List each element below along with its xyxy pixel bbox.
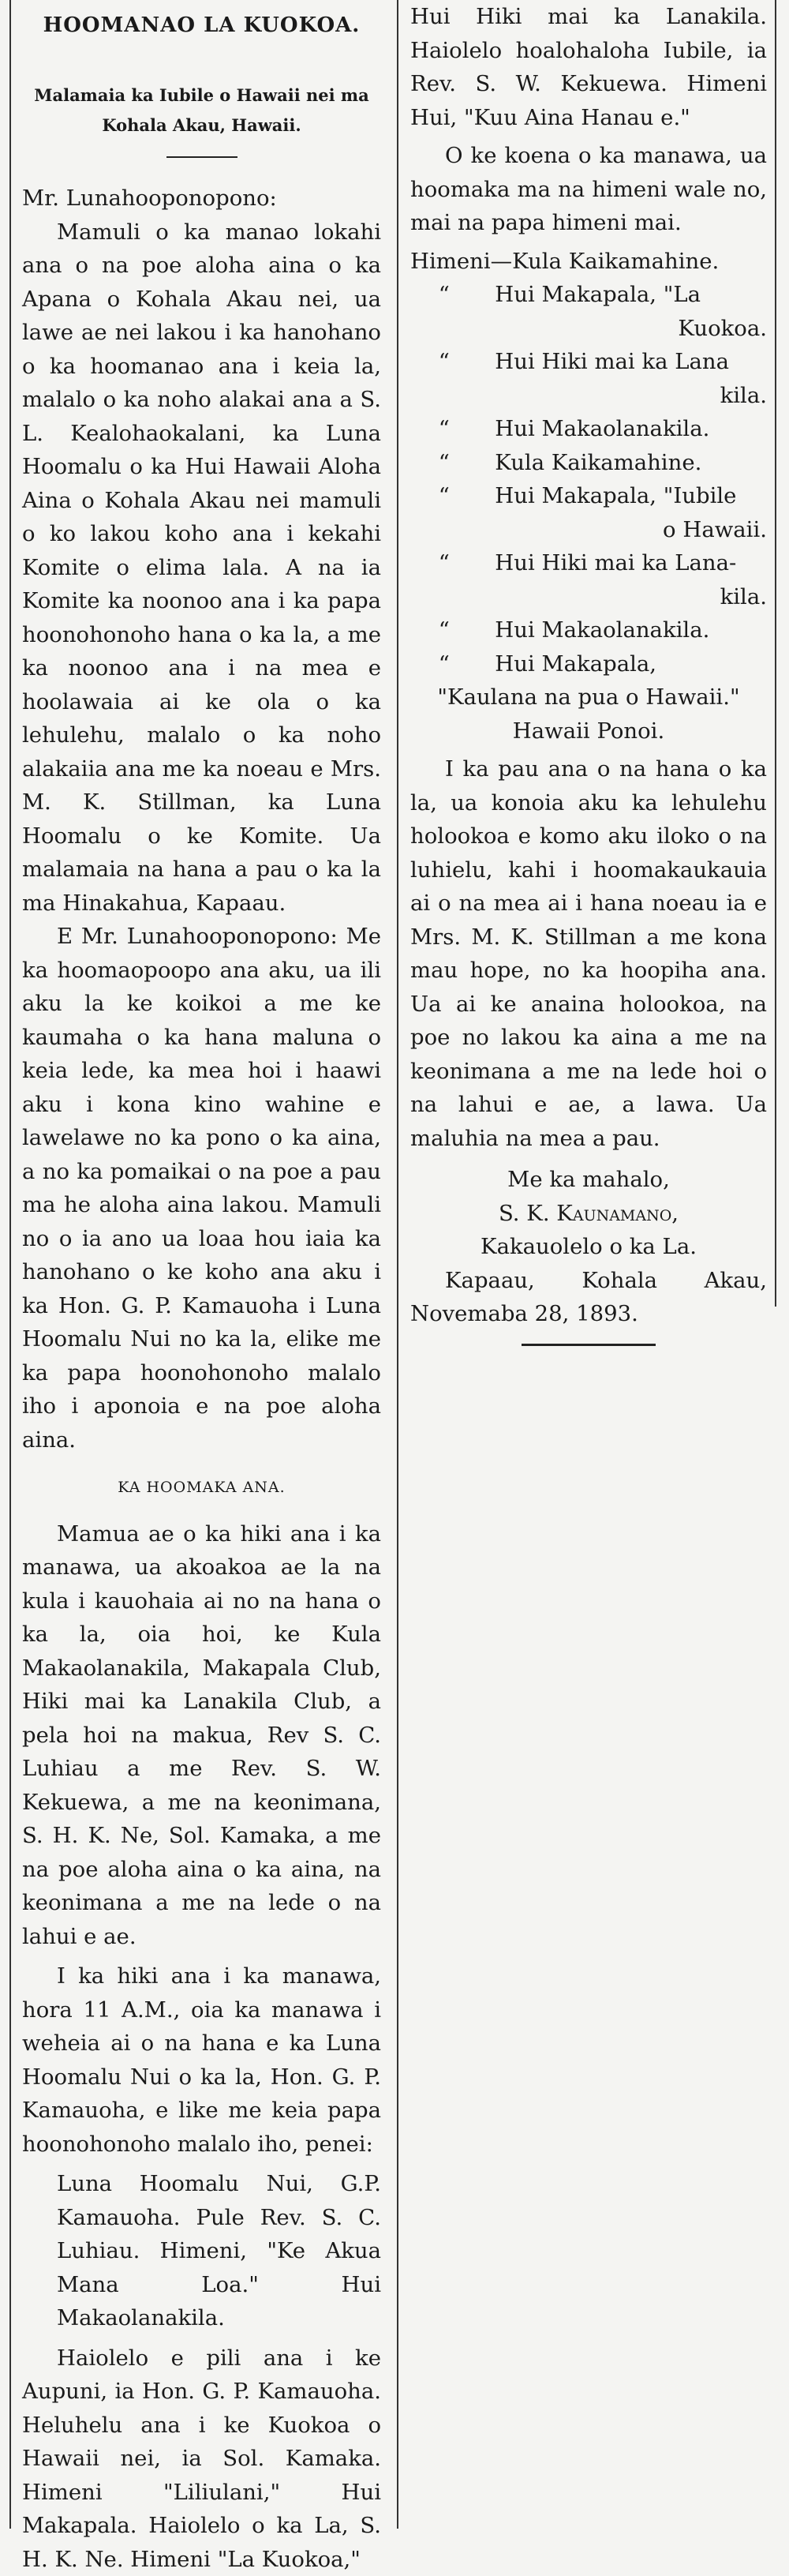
hymn-text: Hui Makapala, — [495, 651, 656, 677]
ditto-mark: “ — [439, 479, 495, 513]
column-rule-left — [9, 0, 11, 2529]
paragraph: E Mr. Lunahooponopono: Me ka hoomaopoopo ana aku, ua ili aku la ke koikoi a me ke kaumaha o ka hana maluna o keia lede, ka mea hoi i haawi aku i kona kino wahine e lawelawe no ka pono o ka aina, a no ka pomaikai o na poe a pau ma he aloha aina lakou. Mamuli no o ia ano ua loaa hou iaia ka hanohano o ke koho ana aku i ka Hon. G. P. Kamauoha i Luna Hoomalu Nui no ka la, elike me ka papa hoonohonoho malalo iho i aponoia e na poe aloha aina. — [22, 920, 381, 1457]
paragraph: Mamua ae o ka hiki ana i ka manawa, ua akoakoa ae la na kula i kauohaia ai no na hana o ka la, oia hoi, ke Kula Makaolanakila, Makapala Club, Hiki mai ka Lanakila Club, a pela hoi na makua, Rev S. C. Luhiau a me Rev. S. W. Kekuewa, a me na keonimana, S. H. K. Ne, Sol. Kamaka, a me na poe aloha aina o ka aina, na keonimana a me na lede o na lahui e ae. — [22, 1517, 381, 1954]
hymn-entry — [410, 345, 767, 379]
ditto-mark: “ — [439, 446, 495, 480]
signature-title: Kakauolelo o ka La. — [410, 1230, 767, 1264]
left-column — [22, 0, 381, 2576]
hymn-entry — [410, 446, 767, 480]
article-subtitle — [22, 81, 381, 141]
article-title: HOOMANAO LA KUOKOA. — [22, 11, 381, 39]
ditto-mark: “ — [439, 546, 495, 580]
subtitle-line-2: Kohala Akau, Hawaii. — [22, 111, 381, 141]
subtitle-line-1: Malamaia ka Iubile o Hawaii nei ma — [22, 81, 381, 111]
right-column — [410, 0, 767, 1346]
hymn-entry — [410, 278, 767, 312]
signature-name: S. K. Kaunamano, — [410, 1197, 767, 1231]
ditto-mark: “ — [439, 613, 495, 647]
hymn-text: Hui Hiki mai ka Lana- — [495, 550, 736, 576]
hymn-entry — [410, 613, 767, 647]
hymn-text: Hui Makaolanakila. — [495, 416, 709, 441]
ditto-mark: “ — [439, 278, 495, 312]
hymn-entry — [410, 479, 767, 513]
hymn-text: Hui Makaolanakila. — [495, 617, 709, 643]
dateline: Kapaau, Kohala Akau, Novemaba 28, 1893. — [410, 1264, 767, 1331]
hymn-text: Kula Kaikamahine. — [495, 450, 701, 475]
column-rule-right — [775, 0, 776, 1307]
paragraph: O ke koena o ka manawa, ua hoomaka ma na himeni wale no, mai na papa himeni mai. — [410, 139, 767, 240]
hymn-final: "Kaulana na pua o Hawaii." — [410, 681, 767, 714]
program-entry: Haiolelo e pili ana i ke Aupuni, ia Hon. G. P. Kamauoha. Heluhelu ana i ke Kuokoa o Hawaii nei, ia Sol. Kamaka. Himeni "Liliulani," Hui Makapala. Haiolelo o ka La, S. H. K. Ne. Himeni "La Kuokoa," — [22, 2342, 381, 2576]
title-rule — [166, 156, 237, 158]
ditto-mark: “ — [439, 345, 495, 379]
hymn-list — [410, 278, 767, 681]
paragraph: Hui Hiki mai ka Lanakila. Haiolelo hoalohaloha Iubile, ia Rev. S. W. Kekuewa. Himeni Hui, "Kuu Aina Hanau e." — [410, 0, 767, 134]
paragraph: I ka hiki ana i ka manawa, hora 11 A.M., oia ka manawa i weheia ai o na hana e ka Luna Hoomalu Nui o ka la, Hon. G. P. Kamauoha, e like me keia papa hoonohonoho malalo iho, penei: — [22, 1959, 381, 2161]
paragraph: Mamuli o ka manao lokahi ana o na poe aloha aina o ka Apana o Kohala Akau nei, ua lawe ae nei lakou i ka hanohano o ka hoomanao ana i keia la, malalo o ka noho alakai ana a S. L. Kealohaokalani, ka Luna Hoomalu o ka Hui Hawaii Aloha Aina o Kohala Akau nei mamuli o ko lakou koho ana i kekahi Komite o elima lala. A na ia Komite ka noonoo ana i ka papa hoonohonoho hana o ka la, a me ka noonoo ana i na mea e hoolawaia ai ke ola o ka lehulehu, malalo o ka noho alakaiia ana me ka noeau e Mrs. M. K. Stillman, ka Luna Hoomalu o ke Komite. Ua malamaia na hana a pau o ka la ma Hinakahua, Kapaau. — [22, 216, 381, 921]
paragraph: I ka pau ana o na hana o ka la, ua konoia aku ka lehulehu holookoa e komo aku iloko o na luhielu, kahi i hoomakaukauia ai o na mea ai i hana noeau ia e Mrs. M. K. Stillman a me kona mau hope, no ka hoopiha ana. Ua ai ke anaina holookoa, na poe no lakou ka aina a me na keonimana a me na lede hoi o na lahui e ae, a lawa. Ua maluhia na mea a pau. — [410, 752, 767, 1155]
hymn-entry — [410, 546, 767, 580]
closing: Me ka mahalo, — [410, 1163, 767, 1197]
hymn-entry — [410, 647, 767, 681]
program-entry: Luna Hoomalu Nui, G.P. Kamauoha. Pule Rev. S. C. Luhiau. Himeni, "Ke Akua Mana Loa." Hui Makaolanakila. — [22, 2167, 381, 2335]
section-heading: KA HOOMAKA ANA. — [22, 1471, 381, 1505]
hymns-heading: Himeni—Kula Kaikamahine. — [410, 245, 767, 279]
ditto-mark: “ — [439, 412, 495, 446]
column-rule-middle — [397, 0, 398, 2529]
hymn-text: Hui Hiki mai ka Lana — [495, 349, 729, 374]
hymn-continuation: Kuokoa. — [410, 312, 767, 346]
end-rule — [522, 1344, 656, 1346]
hymn-continuation: kila. — [410, 580, 767, 614]
salutation: Mr. Lunahooponopono: — [22, 182, 381, 216]
hymn-text: Hui Makapala, "Iubile — [495, 483, 736, 508]
hymn-continuation: o Hawaii. — [410, 513, 767, 547]
hymn-continuation: kila. — [410, 379, 767, 413]
ditto-mark: “ — [439, 647, 495, 681]
hymn-text: Hui Makapala, "La — [495, 282, 701, 307]
hymn-anthem: Hawaii Ponoi. — [410, 714, 767, 748]
hymn-entry — [410, 412, 767, 446]
